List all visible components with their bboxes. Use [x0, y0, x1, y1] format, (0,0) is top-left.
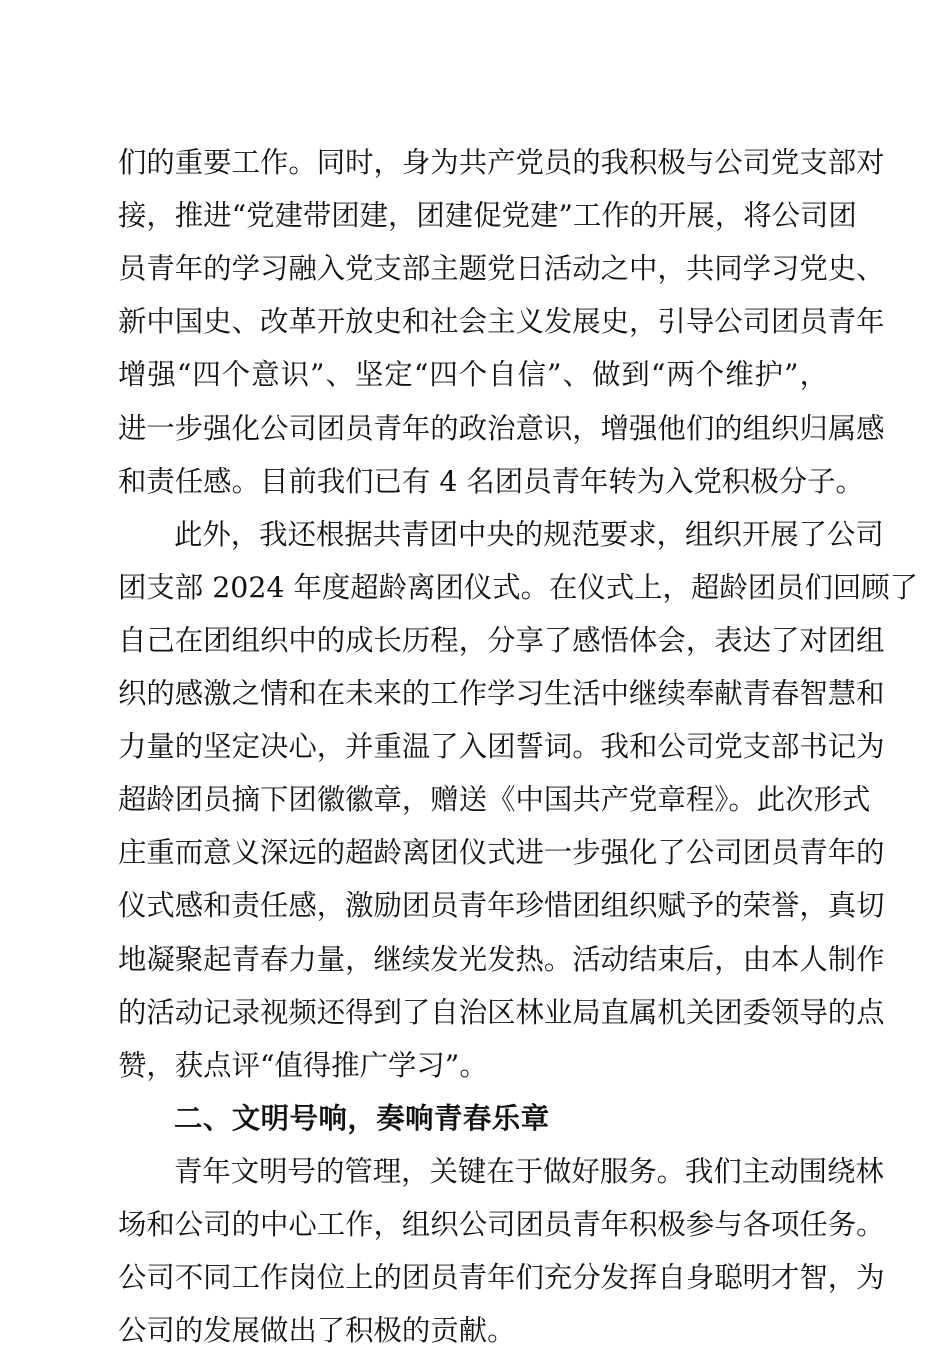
paragraph-1-line-7: 和责任感。目前我们已有 4 名团员青年转为入党积极分子。 — [118, 465, 864, 498]
section-heading: 二、文明号响，奏响青春乐章 — [174, 1102, 550, 1135]
paragraph-2-line-6: 超龄团员摘下团徽徽章，赠送《中国共产党章程》。此次形式 — [118, 783, 871, 816]
paragraph-2-line-11: 赞，获点评“值得推广学习”。 — [118, 1049, 488, 1082]
paragraph-2-line-10: 的活动记录视频还得到了自治区林业局直属机关团委领导的点 — [118, 996, 885, 1029]
paragraph-1-line-2: 接，推进“党建带团建，团建促党建”工作的开展，将公司团 — [118, 199, 857, 232]
paragraph-1-line-3: 员青年的学习融入党支部主题党日活动之中，共同学习党史、 — [118, 252, 885, 285]
paragraph-3-line-3: 公司不同工作岗位上的团员青年们充分发挥自身聪明才智，为 — [118, 1261, 885, 1294]
paragraph-2-line-1: 此外，我还根据共青团中央的规范要求，组织开展了公司 — [174, 518, 884, 551]
paragraph-3-line-4: 公司的发展做出了积极的贡献。 — [118, 1314, 516, 1347]
paragraph-1-line-4: 新中国史、改革开放史和社会主义发展史，引导公司团员青年 — [118, 305, 885, 338]
paragraph-2-line-5: 力量的坚定决心，并重温了入团誓词。我和公司党支部书记为 — [118, 730, 885, 763]
paragraph-2-line-7: 庄重而意义深远的超龄离团仪式进一步强化了公司团员青年的 — [118, 836, 885, 869]
paragraph-2-line-3: 自己在团组织中的成长历程，分享了感悟体会，表达了对团组 — [118, 624, 885, 657]
paragraph-2-line-2: 团支部 2024 年度超龄离团仪式。在仪式上，超龄团员们回顾了 — [118, 571, 919, 604]
paragraph-1-line-6: 进一步强化公司团员青年的政治意识，增强他们的组织归属感 — [118, 412, 885, 445]
paragraph-3-line-1: 青年文明号的管理，关键在于做好服务。我们主动围绕林 — [174, 1155, 884, 1188]
paragraph-2-line-4: 织的感激之情和在未来的工作学习生活中继续奉献青春智慧和 — [118, 677, 885, 710]
paragraph-2-line-8: 仪式感和责任感，激励团员青年珍惜团组织赋予的荣誉，真切 — [118, 889, 885, 922]
paragraph-2-line-9: 地凝聚起青春力量，继续发光发热。活动结束后，由本人制作 — [118, 943, 885, 976]
paragraph-3-line-2: 场和公司的中心工作，组织公司团员青年积极参与各项任务。 — [118, 1208, 885, 1241]
paragraph-1-line-1: 们的重要工作。同时，身为共产党员的我积极与公司党支部对 — [118, 146, 885, 179]
paragraph-1-line-5: 增强“四个意识”、坚定“四个自信”、做到“两个维护”， — [118, 358, 828, 391]
